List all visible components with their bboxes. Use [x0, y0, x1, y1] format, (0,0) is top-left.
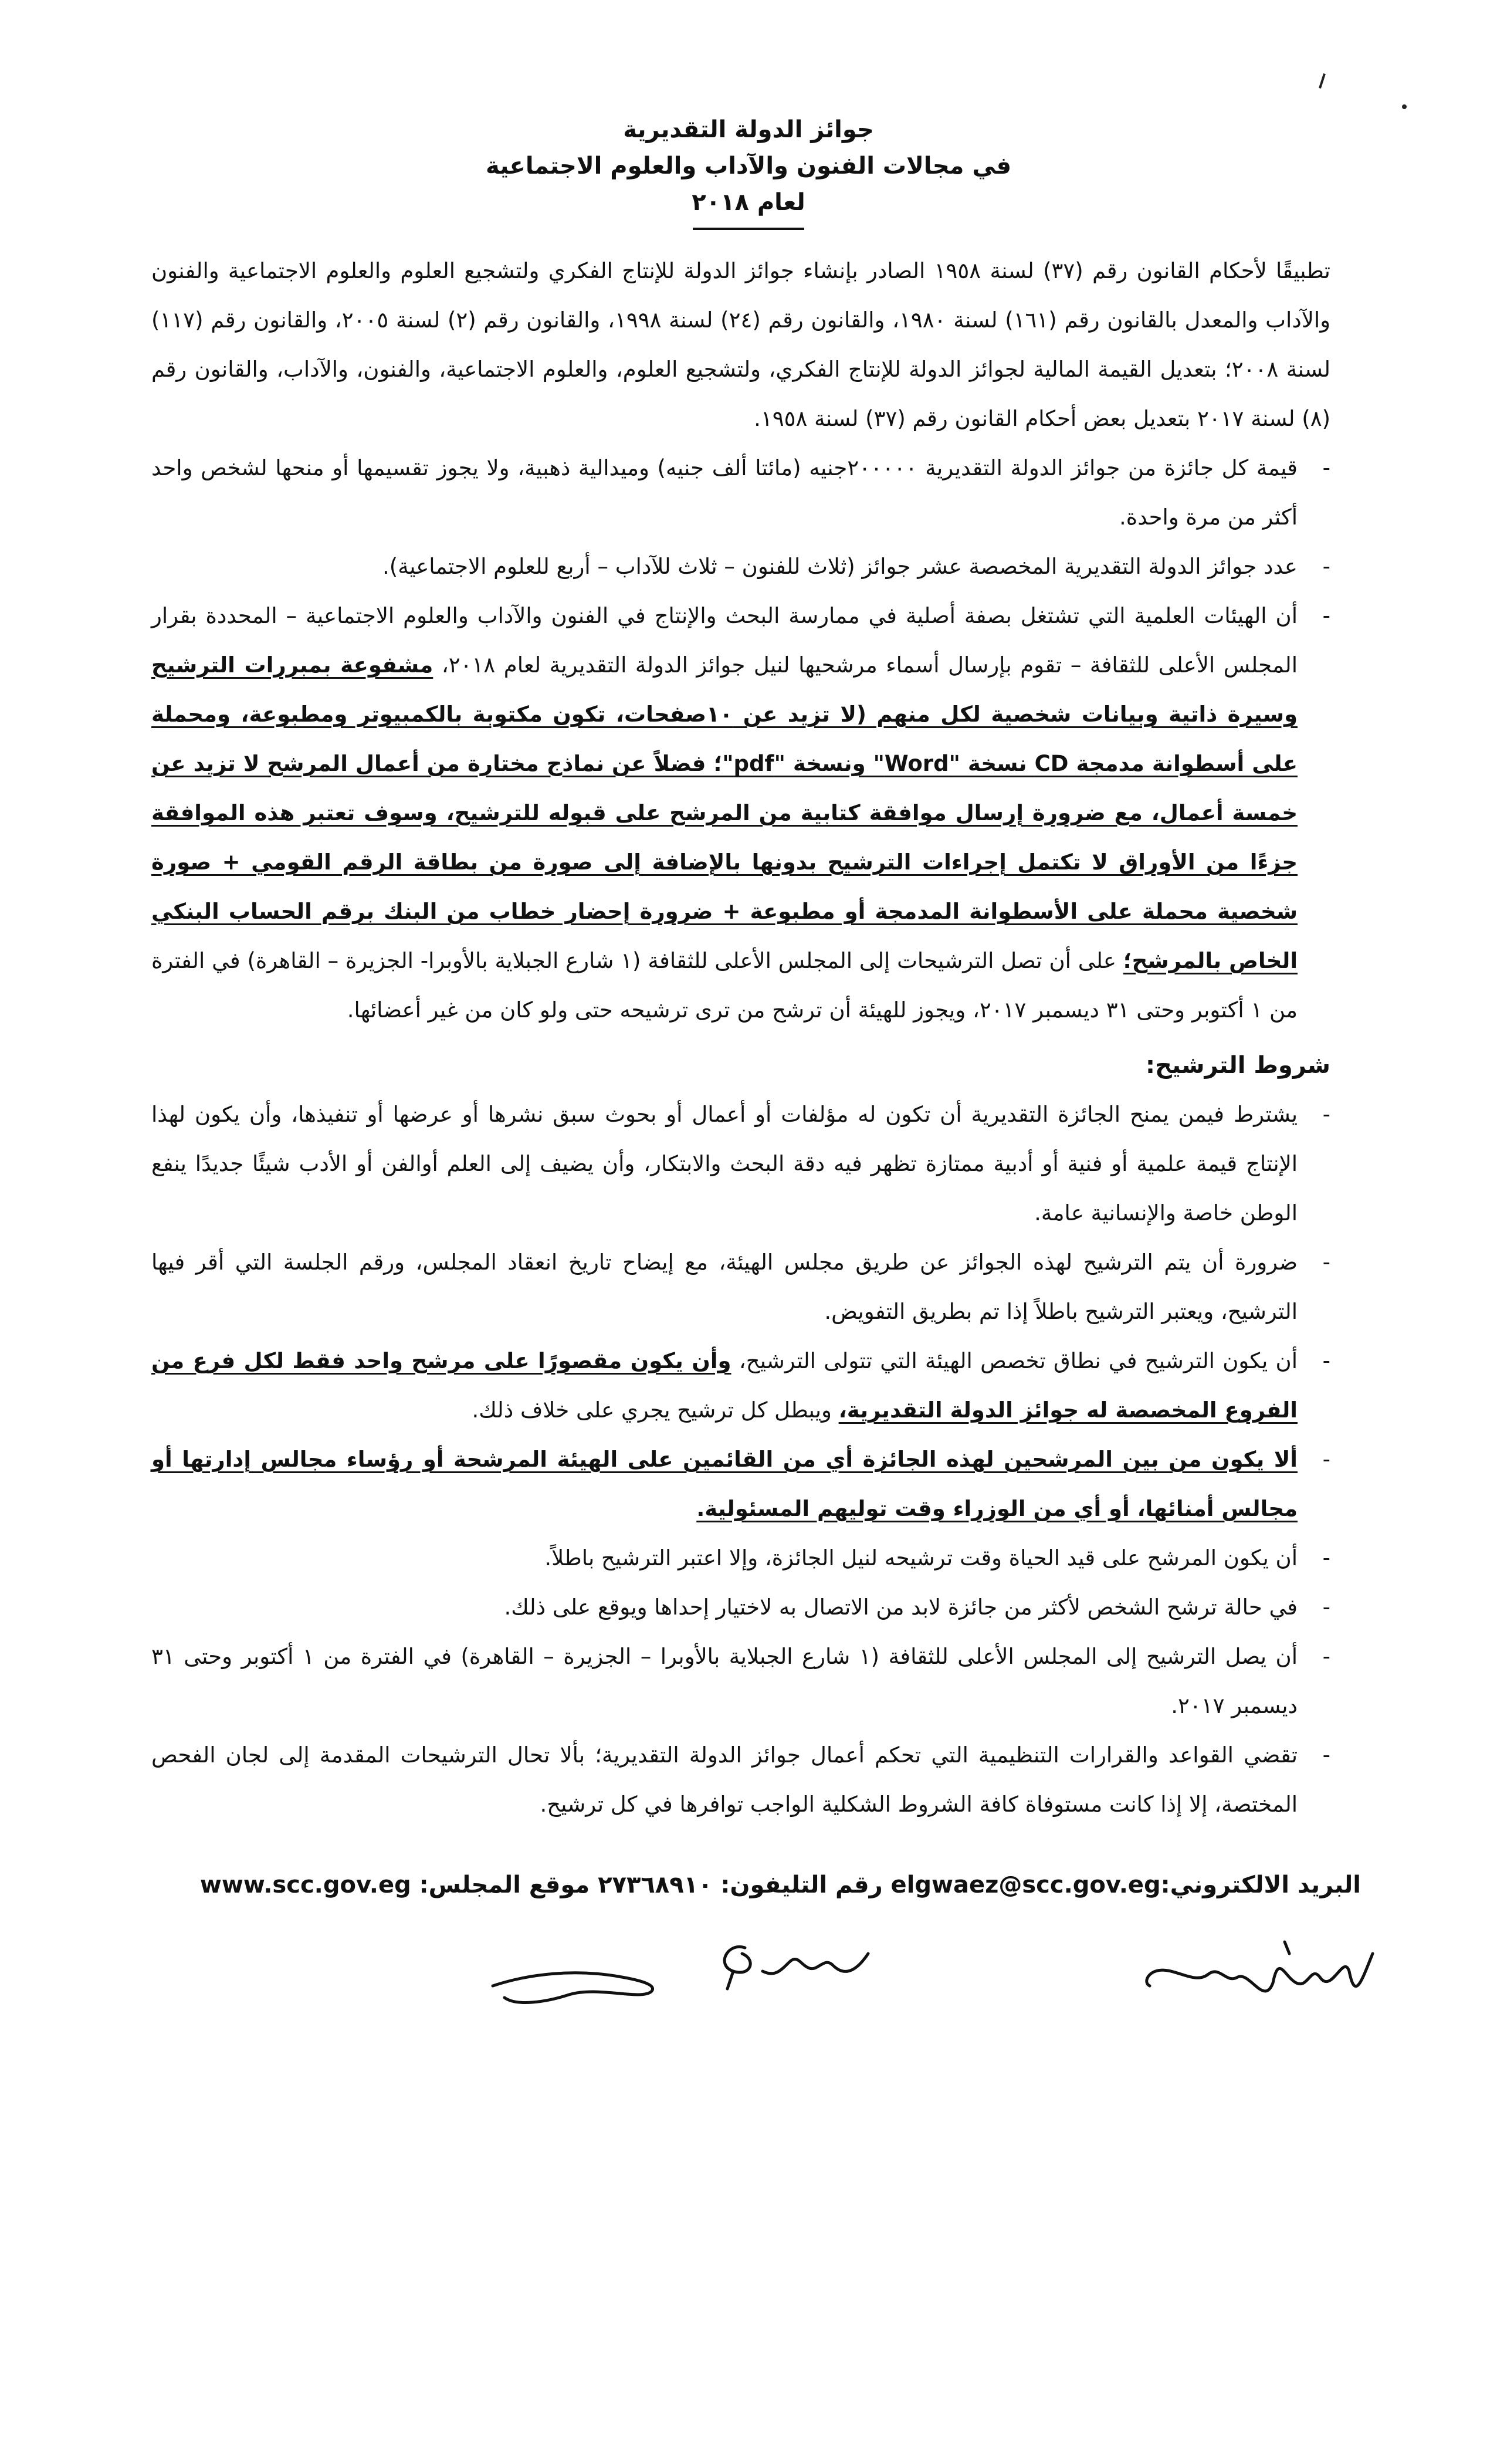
- item-text: عدد جوائز الدولة التقديرية المخصصة عشر جوائز (ثلاث للفنون – ثلاث للآداب – أربع للعلوم الاجتماعية).: [382, 554, 1298, 579]
- heading-line-2: في مجالات الفنون والآداب والعلوم الاجتماعية: [485, 153, 1012, 180]
- bullet-dash: -: [1322, 1595, 1330, 1620]
- condition-item: [151, 1238, 1330, 1336]
- condition-text: أن يكون المرشح على قيد الحياة وقت ترشيحه لنيل الجائزة، وإلا اعتبر الترشيح باطلاً.: [544, 1545, 1298, 1571]
- signature-3: [481, 1951, 669, 2015]
- condition-item: [151, 1731, 1330, 1829]
- item-text-after: على أن تصل الترشيحات إلى المجلس الأعلى للثقافة (١ شارع الجبلاية بالأوبرا- الجزيرة – القاهرة) في الفترة من ١ أكتوبر وحتى ٣١ ديسمبر ٢٠١٧، ويجوز للهيئة أن ترشح من ترى ترشيحه حتى ولو كان من غير أعضائها.: [151, 948, 1298, 1023]
- condition-text: أن يصل الترشيح إلى المجلس الأعلى للثقافة (١ شارع الجبلاية بالأوبرا – الجزيرة – القاهرة) في الفترة من ١ أكتوبر وحتى ٣١ ديسمبر ٢٠١٧.: [151, 1644, 1298, 1718]
- bullet-dash: -: [1322, 554, 1330, 579]
- condition-text: ضرورة أن يتم الترشيح لهذه الجوائز عن طريق مجلس الهيئة، مع إيضاح تاريخ انعقاد المجلس، ورقم الجلسة التي أقر فيها الترشيح، ويعتبر الترشيح باطلاً إذا تم بطريق التفويض.: [151, 1250, 1298, 1324]
- list-item: [151, 542, 1330, 591]
- condition-emphasis: وأن يكون مقصورًا على مرشح واحد فقط لكل فرع من الفروع المخصصة له جوائز الدولة التقديرية،: [151, 1348, 1298, 1423]
- condition-item: [151, 1336, 1330, 1435]
- bullet-dash: -: [1322, 1348, 1330, 1373]
- condition-text-after: ويبطل كل ترشيح يجري على خلاف ذلك.: [472, 1397, 832, 1423]
- document-body: [151, 246, 1330, 1829]
- item-text: قيمة كل جائزة من جوائز الدولة التقديرية ٢٠٠٠٠٠جنيه (مائتا ألف جنيه) وميدالية ذهبية، ولا يجوز تقسيمها أو منحها لشخص واحد أكثر من مرة واحدة.: [151, 455, 1298, 530]
- item-emphasis: مشفوعة بمبررات الترشيح وسيرة ذاتية وبيانات شخصية لكل منهم (لا تزيد عن ١٠صفحات، تكون مكتوبة بالكمبيوتر ومطبوعة، ومحملة على أسطوانة مدمجة CD نسخة "Word" ونسخة "pdf"؛ فضلاً عن نماذج مختارة من أعمال المرشح لا تزيد عن خمسة أعمال، مع ضرورة إرسال موافقة كتابية من المرشح على قبوله للترشيح، وسوف تعتبر هذه الموافقة جزءًا من الأوراق لا تكتمل إجراءات الترشيح بدونها بالإضافة إلى صورة من بطاقة الرقم القومي + صورة شخصية محملة على الأسطوانة المدمجة أو مطبوعة + ضرورة إحضار خطاب من البنك برقم الحساب البنكي الخاص بالمرشح؛: [151, 652, 1298, 973]
- condition-emphasis: ألا يكون من بين المرشحين لهذه الجائزة أي من القائمين على الهيئة المرشحة أو رؤساء مجالس إدارتها أو مجالس أمنائها، أو أي من الوزراء وقت توليهم المسئولية.: [151, 1447, 1298, 1521]
- signature-2: [692, 1930, 880, 1995]
- conditions-title: شروط الترشيح:: [1146, 1052, 1330, 1079]
- condition-item: [151, 1534, 1330, 1583]
- condition-item: [151, 1583, 1330, 1632]
- bullet-dash: -: [1322, 1102, 1330, 1127]
- scan-dot: [1402, 104, 1407, 109]
- condition-item: [151, 1090, 1330, 1238]
- bullet-dash: -: [1322, 1545, 1330, 1571]
- condition-text: يشترط فيمن يمنح الجائزة التقديرية أن تكون له مؤلفات أو أعمال أو بحوث سبق نشرها أو عرضها أو تنفيذها، وأن يكون لهذا الإنتاج قيمة علمية أو فنية أو أدبية ممتازة تظهر فيه دقة البحث والابتكار، وأن يضيف إلى العلم أوالفن أو الأدب شيئًا جديدًا ينفع الوطن خاصة والإنسانية عامة.: [151, 1102, 1298, 1226]
- bullet-dash: -: [1322, 603, 1330, 628]
- heading-line-3: لعام ٢٠١٨: [692, 189, 805, 216]
- scan-mark: [1319, 73, 1326, 89]
- bullet-dash: -: [1322, 1250, 1330, 1275]
- list-item: [151, 591, 1330, 1035]
- document-heading: [0, 111, 1497, 230]
- condition-item: [151, 1632, 1330, 1731]
- heading-rule: [693, 228, 804, 230]
- signature-1: [1138, 1930, 1384, 2012]
- bullet-dash: -: [1322, 1644, 1330, 1669]
- condition-item: [151, 1435, 1330, 1534]
- bullet-dash: -: [1322, 1447, 1330, 1472]
- condition-text: أن يكون الترشيح في نطاق تخصص الهيئة التي تتولى الترشيح،: [731, 1348, 1298, 1373]
- condition-text: تقضي القواعد والقرارات التنظيمية التي تحكم أعمال جوائز الدولة التقديرية؛ بألا تحال الترشيحات المقدمة إلى لجان الفحص المختصة، إلا إذا كانت مستوفاة كافة الشروط الشكلية الواجب توافرها في كل ترشيح.: [151, 1742, 1298, 1817]
- contact-line: البريد الالكتروني:elgwaez@scc.gov.eg رقم التليفون: ٢٧٣٦٨٩١٠ موقع المجلس: www.scc.gov.eg: [199, 1871, 1361, 1898]
- item-text: أن الهيئات العلمية التي تشتغل بصفة أصلية في ممارسة البحث والإنتاج في الفنون والآداب والعلوم الاجتماعية – المحددة بقرار المجلس الأعلى للثقافة – تقوم بإرسال أسماء مرشحيها لنيل جوائز الدولة التقديرية لعام ٢٠١٨،: [151, 603, 1298, 678]
- heading-line-1: جوائز الدولة التقديرية: [623, 116, 874, 143]
- bullet-dash: -: [1322, 1742, 1330, 1768]
- bullet-dash: -: [1322, 455, 1330, 480]
- condition-text: في حالة ترشح الشخص لأكثر من جائزة لابد من الاتصال به لاختيار إحداها ويوقع على ذلك.: [504, 1595, 1298, 1620]
- list-item: [151, 444, 1330, 542]
- intro-paragraph: تطبيقًا لأحكام القانون رقم (٣٧) لسنة ١٩٥٨ الصادر بإنشاء جوائز الدولة للإنتاج الفكري ولتشجيع العلوم والعلوم الاجتماعية والفنون والآداب والمعدل بالقانون رقم (١٦١) لسنة ١٩٨٠، والقانون رقم (٢٤) لسنة ١٩٩٨، والقانون رقم (٢) لسنة ٢٠٠٥، والقانون رقم (١١٧) لسنة ٢٠٠٨؛ بتعديل القيمة المالية لجوائز الدولة للإنتاج الفكري، ولتشجيع العلوم، والعلوم الاجتماعية، والفنون، والآداب، والقانون رقم (٨) لسنة ٢٠١٧ بتعديل بعض أحكام القانون رقم (٣٧) لسنة ١٩٥٨.: [151, 258, 1330, 431]
